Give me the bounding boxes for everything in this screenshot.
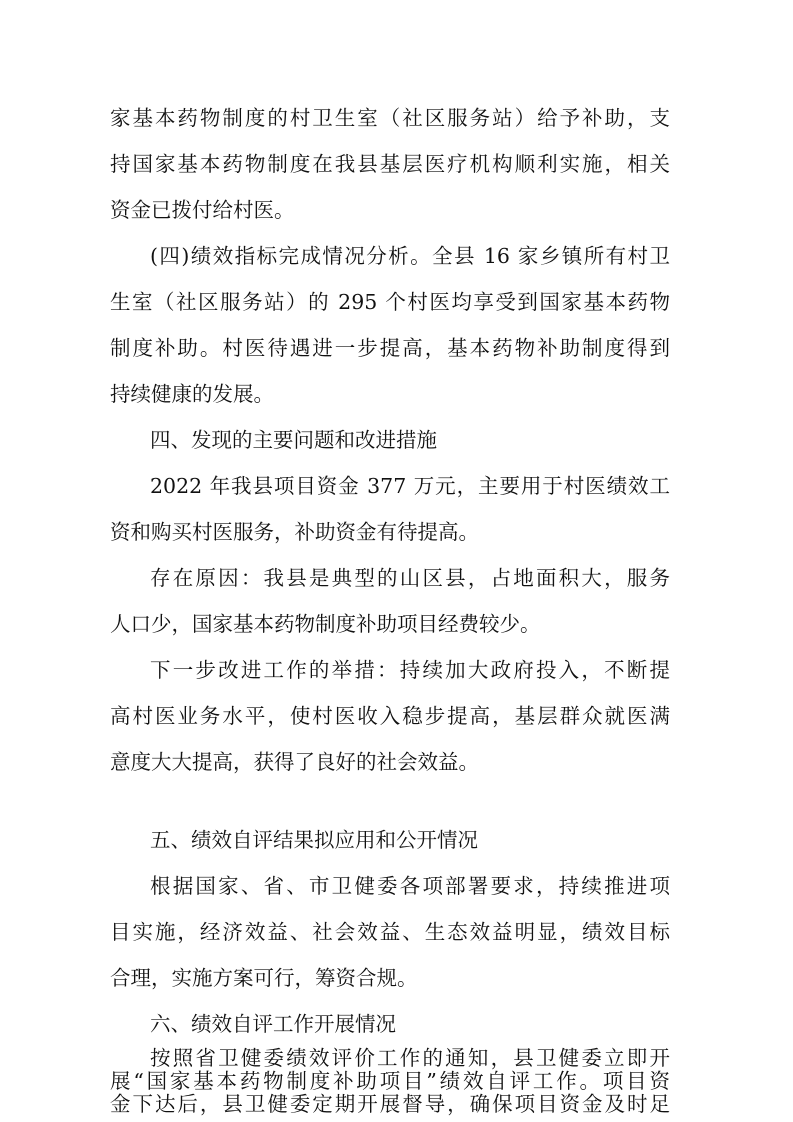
section5-line-3: 合理，实施方案可行，筹资合规。 bbox=[110, 966, 418, 990]
intro-line-1: 家基本药物制度的村卫生室（社区服务站）给予补助，支 bbox=[110, 106, 670, 130]
section4-para3-line-3: 意度大大提高，获得了良好的社会效益。 bbox=[110, 750, 479, 774]
performance-line-1: (四)绩效指标完成情况分析。全县 16 家乡镇所有村卫 bbox=[150, 244, 670, 268]
section4-para1-line-1: 2022 年我县项目资金 377 万元，主要用于村医绩效工 bbox=[150, 474, 670, 498]
section4-para3-line-1: 下一步改进工作的举措：持续加大政府投入，不断提 bbox=[150, 658, 670, 682]
section4-para2-line-2: 人口少，国家基本药物制度补助项目经费较少。 bbox=[110, 612, 541, 636]
performance-line-3: 制度补助。村医待遇进一步提高，基本药物补助制度得到 bbox=[110, 336, 670, 360]
section6-line-1: 按照省卫健委绩效评价工作的通知，县卫健委立即开 bbox=[150, 1046, 670, 1070]
intro-line-3: 资金已拨付给村医。 bbox=[110, 198, 295, 222]
performance-line-2: 生室（社区服务站）的 295 个村医均享受到国家基本药物 bbox=[110, 290, 670, 314]
section5-line-1: 根据国家、省、市卫健委各项部署要求，持续推进项 bbox=[150, 874, 670, 898]
section6-heading: 六、绩效自评工作开展情况 bbox=[150, 1012, 396, 1036]
intro-line-2: 持国家基本药物制度在我县基层医疗机构顺利实施，相关 bbox=[110, 152, 670, 176]
performance-line-4: 持续健康的发展。 bbox=[110, 382, 274, 406]
section5-heading: 五、绩效自评结果拟应用和公开情况 bbox=[150, 828, 478, 852]
section5-line-2: 目实施，经济效益、社会效益、生态效益明显，绩效目标 bbox=[110, 920, 670, 944]
section6-line-3: 金下达后，县卫健委定期开展督导，确保项目资金及时足 bbox=[110, 1092, 670, 1116]
section4-para3-line-2: 高村医业务水平，使村医收入稳步提高，基层群众就医满 bbox=[110, 704, 670, 728]
section4-heading: 四、发现的主要问题和改进措施 bbox=[150, 428, 437, 452]
section4-para2-line-1: 存在原因：我县是典型的山区县，占地面积大，服务 bbox=[150, 566, 670, 590]
section4-para1-line-2: 资和购买村医服务，补助资金有待提高。 bbox=[110, 520, 479, 544]
section6-line-2: 展“国家基本药物制度补助项目”绩效自评工作。项目资 bbox=[110, 1069, 670, 1093]
